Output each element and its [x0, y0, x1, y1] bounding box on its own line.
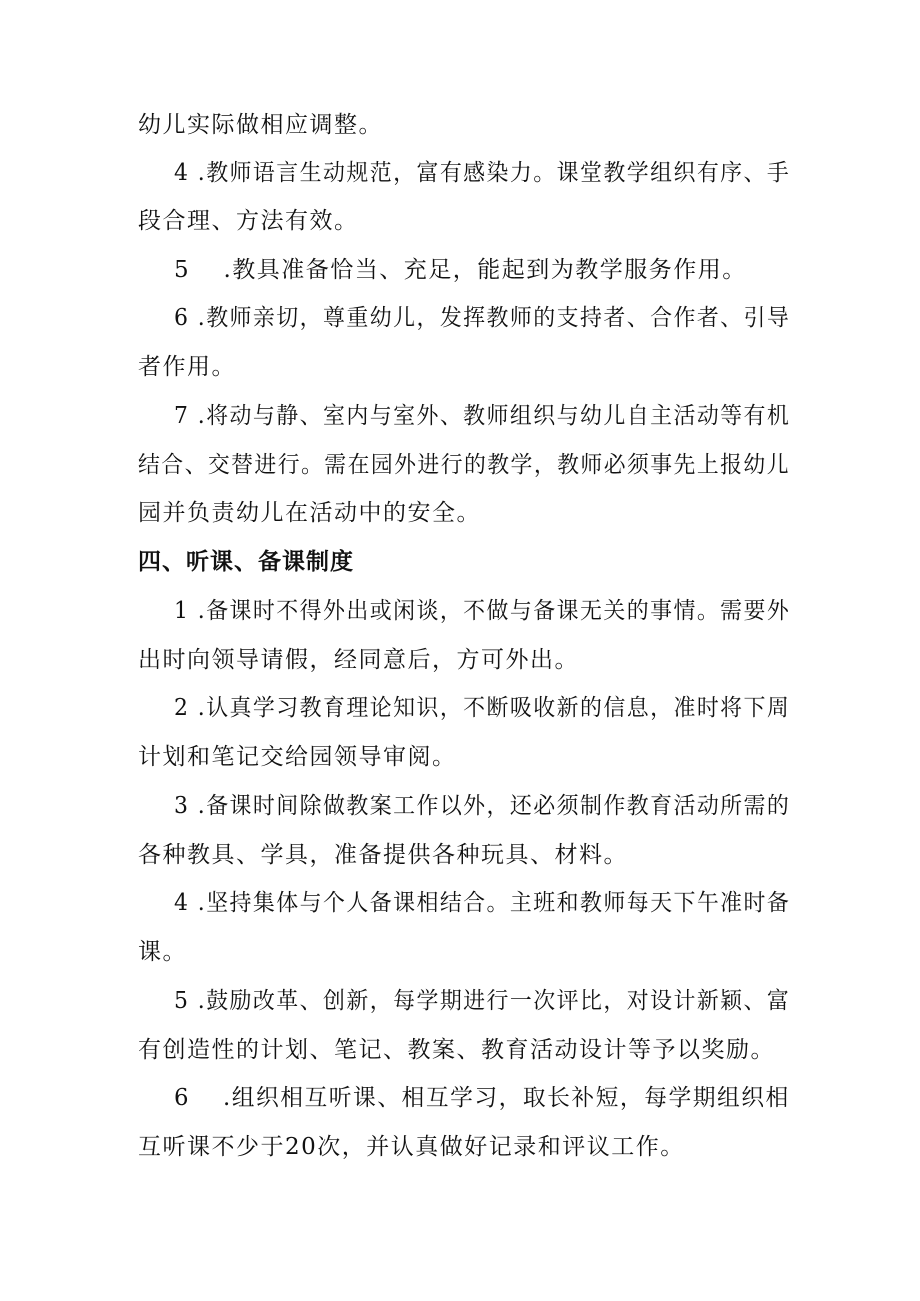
text-line: 6 .教师亲切，尊重幼儿，发挥教师的支持者、合作者、引导 [174, 305, 791, 331]
text-line: 幼儿实际做相应调整。 [138, 112, 383, 138]
text-line: 段合理、方法有效。 [138, 208, 359, 234]
text-line: 1 .备课时不得外出或闲谈，不做与备课无关的事情。需要外 [174, 598, 791, 624]
text-line: 结合、交替进行。需在园外进行的教学，教师必须事先上报幼儿 [138, 452, 790, 478]
text-line: 6 .组织相互听课、相互学习，取长补短，每学期组织相 [174, 1085, 790, 1111]
section-heading: 四、听课、备课制度 [138, 548, 354, 575]
text-line: 5 .鼓励改革、创新，每学期进行一次评比，对设计新颖、富 [174, 988, 791, 1014]
text-line: 计划和笔记交给园领导审阅。 [138, 744, 457, 770]
text-line: 园并负责幼儿在活动中的安全。 [138, 500, 481, 526]
text-line: 3 .备课时间除做教案工作以外，还必须制作教育活动所需的 [174, 793, 791, 819]
text-line: 者作用。 [138, 354, 236, 380]
text-line: 互听课不少于20次，并认真做好记录和评议工作。 [138, 1134, 685, 1160]
text-line: 课。 [138, 939, 187, 965]
text-line: 5 .教具准备恰当、充足，能起到为教学服务作用。 [174, 257, 747, 283]
text-line: 7 .将动与静、室内与室外、教师组织与幼儿自主活动等有机 [174, 403, 791, 429]
text-line: 2 .认真学习教育理论知识，不断吸收新的信息，准时将下周 [174, 695, 791, 721]
text-line: 4 .坚持集体与个人备课相结合。主班和教师每天下午准时备 [174, 890, 791, 916]
text-line: 各种教具、学具，准备提供各种玩具、材料。 [138, 842, 628, 868]
text-line: 4 .教师语言生动规范，富有感染力。课堂教学组织有序、手 [174, 160, 791, 186]
text-line: 有创造性的计划、笔记、教案、教育活动设计等予以奖励。 [138, 1037, 775, 1063]
text-line: 出时向领导请假，经同意后，方可外出。 [138, 647, 579, 673]
